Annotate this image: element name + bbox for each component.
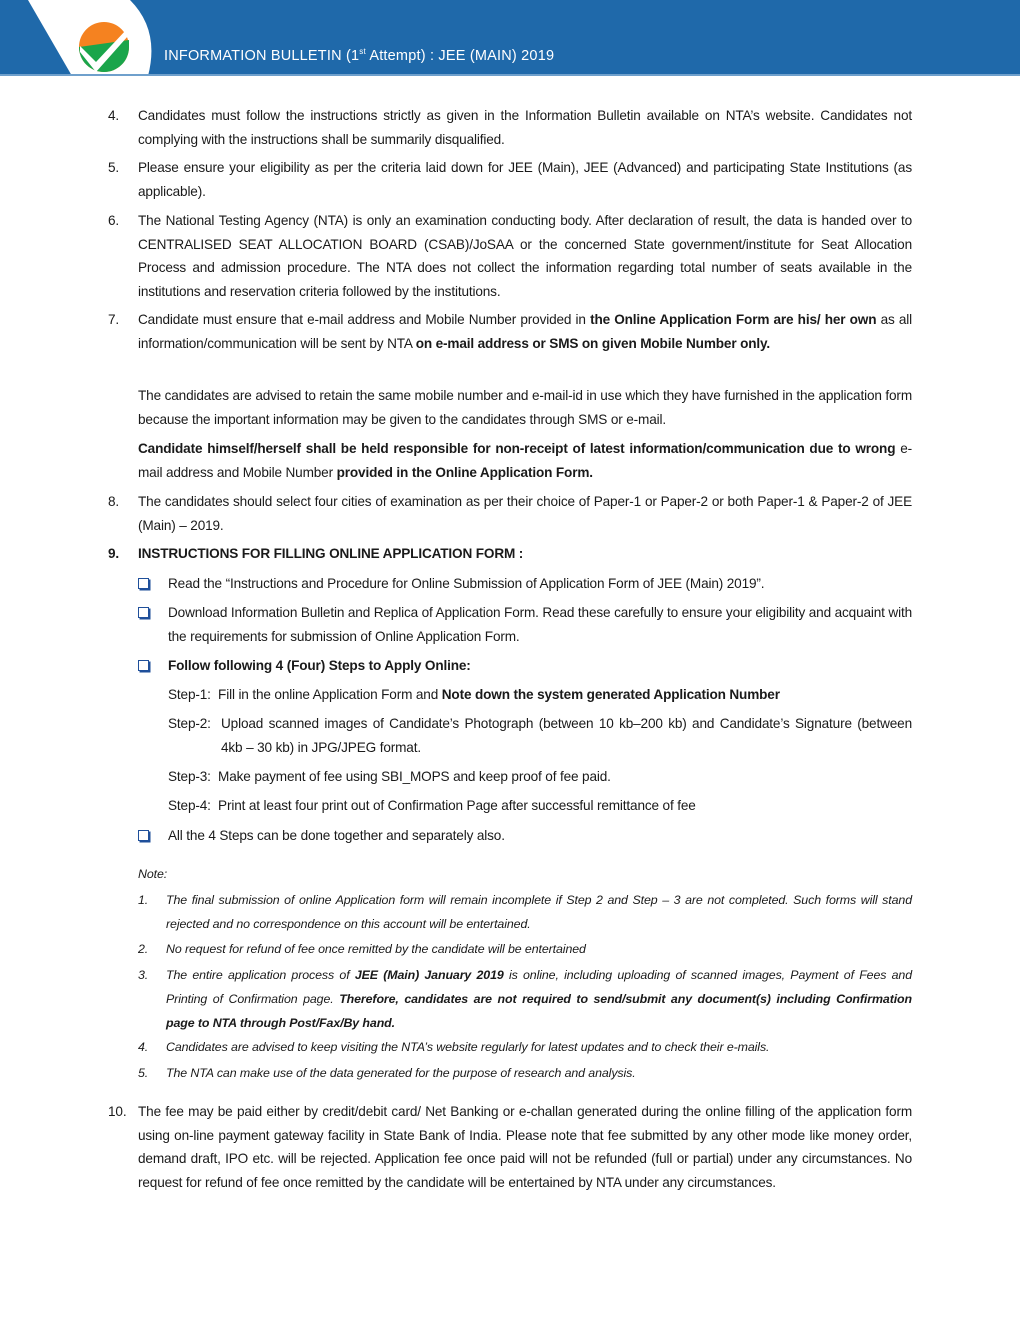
bullet-item (138, 572, 912, 596)
paragraph-text (168, 824, 912, 848)
bold-text: Therefore, candidates are not required to send/submit any document(s) including Confirmation page to NTA through Post/Fax/By hand. (166, 992, 912, 1030)
note-number: 3. (138, 968, 149, 982)
note-number: 4. (138, 1040, 149, 1054)
nta-logo (0, 0, 160, 76)
step-item (168, 794, 912, 818)
text: The candidates should select four cities of examination as per their choice of Paper-1 or Paper-2 or both Paper-1 & Paper-2 of JEE (Main) – 2019. (138, 494, 912, 533)
paragraph-text (138, 384, 912, 431)
step-item (168, 765, 912, 789)
text: Candidates must follow the instructions strictly as given in the Information Bulletin available on NTA’s website. Candidates not complying with the instructions shall be summarily disqualified. (138, 108, 912, 147)
bulletin-title: INFORMATION BULLETIN (1st Attempt) : JEE (MAIN) 2019 (164, 47, 555, 64)
checkbox-bullet-icon (138, 660, 149, 671)
text: as all information/communication will be sent by NTA (138, 312, 912, 351)
list-item: 5. Please ensure your eligibility as per the criteria laid down for JEE (Main), JEE (Advanced) and participating State Institutions (as applicable). (108, 156, 912, 203)
checkbox-bullet-icon (138, 830, 149, 841)
paragraph-text (168, 601, 912, 648)
checkbox-bullet-icon (138, 578, 149, 589)
paragraph-text (138, 156, 912, 203)
bullet-item (138, 601, 912, 648)
text: The final submission of online Application form will remain incomplete if Step 2 and Step – 3 are not completed. Such forms will stand rejected and no correspondence on this account will be entertained. (166, 893, 912, 931)
bold-text: the Online Application Form are his/ her own (590, 312, 877, 327)
text: Upload scanned images of Candidate’s Photograph (between 10 kb–200 kb) and Candidate’s Signature (between 4kb – 30 kb) in JPG/JPEG format. (221, 716, 912, 755)
text: Make payment of fee using SBI_MOPS and keep proof of fee paid. (218, 769, 611, 784)
paragraph-text (138, 308, 912, 355)
list-item: 7. Candidate must ensure that e-mail address and Mobile Number provided in the Online Application Form are his/ her own as all information/communication will be sent by NTA on e-mail address or SMS on given Mobile Number only. (108, 308, 912, 355)
note-number: 1. (138, 893, 149, 907)
step-label: Step-4: (168, 798, 211, 813)
text: Print at least four print out of Confirmation Page after successful remittance of fee (218, 798, 696, 813)
bullet-item (138, 824, 912, 848)
paragraph-text (138, 490, 912, 537)
note-number: 2. (138, 942, 149, 956)
text: The National Testing Agency (NTA) is only an examination conducting body. After declaration of result, the data is handed over to CENTRALISED SEAT ALLOCATION BOARD (CSAB)/JoSAA or the concerned State government/institute for Seat Allocation Process and admission procedure. The NTA does not collect the information regarding total number of seats available in the institutions and reservation criteria followed by the institutions. (138, 213, 912, 299)
note-item (138, 937, 912, 961)
step-item (168, 712, 912, 759)
text: Candidates are advised to keep visiting the NTA’s website regularly for latest updates and to check their e-mails. (166, 1040, 770, 1054)
list-item: 6. The National Testing Agency (NTA) is only an examination conducting body. After declaration of result, the data is handed over to CENTRALISED SEAT ALLOCATION BOARD (CSAB)/JoSAA or the concerned State government/institute for Seat Allocation Process and admission procedure. The NTA does not collect the information regarding total number of seats available in the institutions and reservation criteria followed by the institutions. (108, 209, 912, 303)
bold-text: Note down the system generated Application Number (441, 687, 780, 702)
paragraph-text (166, 1061, 912, 1085)
paragraph-text (218, 769, 611, 784)
paragraph-text (168, 654, 912, 678)
step-label: Step-1: (168, 687, 211, 702)
text: Candidate must ensure that e-mail address and Mobile Number provided in (138, 312, 591, 327)
list-item-paragraph (108, 437, 912, 484)
bullet-item (138, 654, 912, 678)
paragraph-text (138, 542, 912, 566)
list-item: 9. INSTRUCTIONS FOR FILLING ONLINE APPLICATION FORM : (108, 542, 912, 566)
paragraph-text (166, 937, 912, 961)
bold-text: JEE (Main) January 2019 (354, 968, 504, 982)
paragraph-text (138, 437, 912, 484)
text: is online, including uploading of scanned images, Payment of Fees and Printing of Confirmation page. (166, 968, 913, 1006)
note-number: 5. (138, 1066, 149, 1080)
paragraph-text (168, 572, 912, 596)
text: All the 4 Steps can be done together and separately also. (168, 828, 505, 843)
paragraph-text (166, 888, 912, 936)
bold-text: on e-mail address or SMS on given Mobile Number only. (415, 335, 771, 351)
text: The NTA can make use of the data generated for the purpose of research and analysis. (166, 1066, 636, 1080)
list-item: 10. The fee may be paid either by credit/debit card/ Net Banking or e-challan generated during the online filling of the application form using on-line payment gateway facility in State Bank of India. Please note that fee submitted by any other mode like money order, demand draft, IPO etc. will be rejected. Application fee once paid will not be refunded (full or partial) under any circumstances. No request for refund of fee once remitted by the candidate will be entertained by NTA under any circumstances. (108, 1100, 912, 1194)
paragraph-text (221, 712, 912, 759)
paragraph-text (166, 1035, 912, 1059)
note-item (138, 888, 912, 936)
bold-text: INSTRUCTIONS FOR FILLING ONLINE APPLICATION FORM : (138, 546, 524, 561)
paragraph-text (138, 1100, 912, 1194)
text: No request for refund of fee once remitted by the candidate will be entertained (166, 942, 586, 956)
text: e-mail address and Mobile Number (138, 441, 912, 480)
paragraph-text (166, 963, 912, 1035)
bold-text: Follow following 4 (Four) Steps to Apply Online: (168, 658, 471, 673)
step-label: Step-2: (168, 716, 211, 731)
paragraph-text (218, 798, 696, 813)
list-item: 8. The candidates should select four cities of examination as per their choice of Paper-1 or Paper-2 or both Paper-1 & Paper-2 of JEE (Main) – 2019. (108, 490, 912, 537)
text: Fill in the online Application Form and (218, 687, 442, 702)
note-item (138, 1035, 912, 1059)
note-item (138, 963, 912, 1035)
list-item-paragraph (108, 384, 912, 431)
text: Please ensure your eligibility as per the criteria laid down for JEE (Main), JEE (Advanced) and participating State Institutions (as applicable). (138, 160, 912, 199)
note-label: Note: (138, 867, 168, 881)
text: The fee may be paid either by credit/debit card/ Net Banking or e-challan generated during the online filling of the application form using on-line payment gateway facility in State Bank of India. Please note that fee submitted by any other mode like money order, demand draft, IPO etc. will be rejected. Application fee once paid will not be refunded (full or partial) under any circumstances. No request for refund of fee once remitted by the candidate will be entertained by NTA under any circumstances. (138, 1104, 912, 1190)
page-header (0, 0, 1020, 74)
paragraph-text (138, 209, 912, 303)
bold-text: Candidate himself/herself shall be held responsible for non-receipt of latest information/communication due to wrong (138, 441, 896, 456)
checkbox-bullet-icon (138, 607, 149, 618)
header-divider (0, 74, 1020, 76)
paragraph-text (138, 104, 912, 151)
text: Download Information Bulletin and Replica of Application Form. Read these carefully to ensure your eligibility and acquaint with the requirements for submission of Online Application Form. (168, 605, 912, 644)
list-item: 4. Candidates must follow the instructions strictly as given in the Information Bulletin available on NTA’s website. Candidates not complying with the instructions shall be summarily disqualified. (108, 104, 912, 151)
text: Read the “Instructions and Procedure for Online Submission of Application Form of JEE (Main) 2019”. (168, 576, 765, 591)
paragraph-text (218, 687, 780, 702)
note-item (138, 1061, 912, 1085)
text: The entire application process of (166, 968, 355, 982)
step-label: Step-3: (168, 769, 211, 784)
text: The candidates are advised to retain the same mobile number and e-mail-id in use which they have furnished in the application form because the important information may be given to the candidates through SMS or e-mail. (138, 388, 912, 427)
step-item (168, 683, 912, 707)
bold-text: provided in the Online Application Form. (336, 464, 593, 480)
